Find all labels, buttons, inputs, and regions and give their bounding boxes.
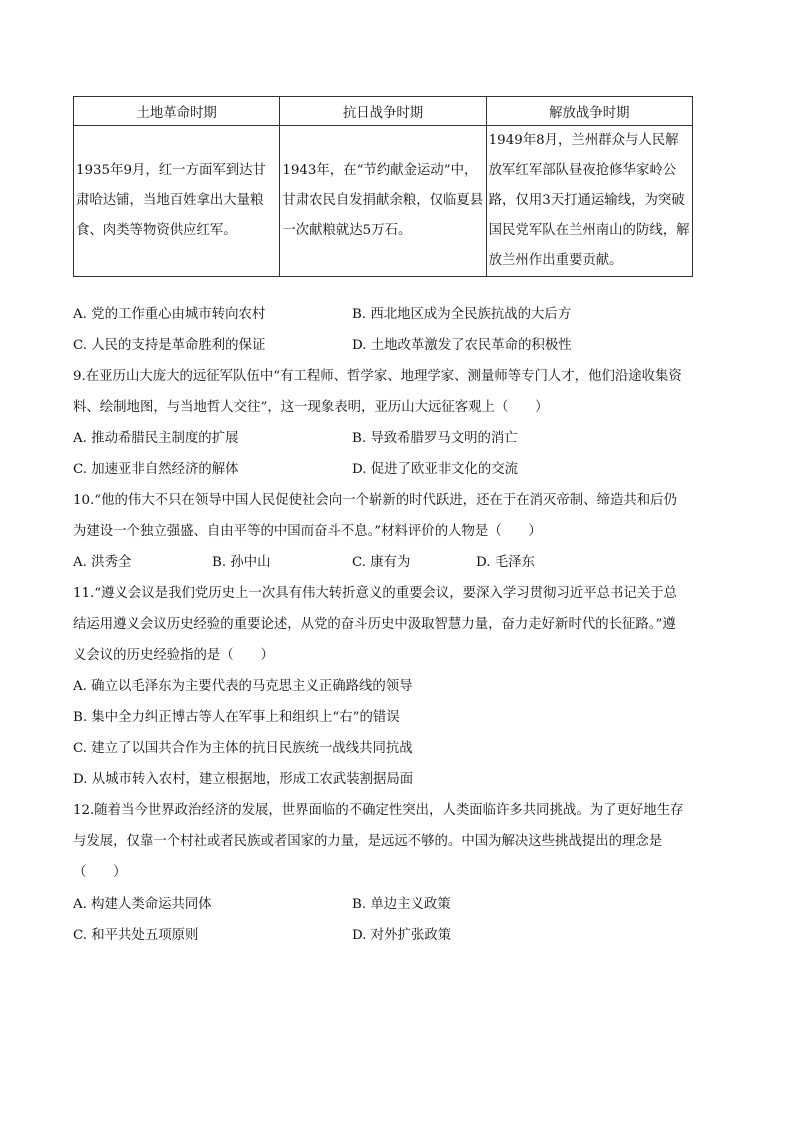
q9-stem-line-1: 9.在亚历山大庞大的远征军队伍中“有工程师、哲学家、地理学家、测量师等专门人才，他们沿途收集资 [73, 369, 682, 384]
q10-option-b[interactable]: B. 孙中山 [212, 555, 271, 570]
q11-option-b[interactable]: B. 集中全力纠正博古等人在军事上和组织上“右”的错误 [73, 710, 400, 725]
q10-option-d[interactable]: D. 毛泽东 [476, 555, 535, 570]
q11-stem-line-2: 结运用遵义会议历史经验的重要论述，从党的奋斗历史中汲取智慧力量，奋力走好新时代的长征路。”遵 [73, 617, 676, 632]
q11-stem-line-3: 义会议的历史经验指的是（ ） [73, 648, 274, 663]
history-period-table [73, 96, 693, 277]
q8-option-a[interactable]: A. 党的工作重心由城市转向农村 [73, 307, 266, 322]
table-header-land-revolution: 土地革命时期 [74, 97, 280, 126]
q8-option-c[interactable]: C. 人民的支持是革命胜利的保证 [73, 338, 266, 353]
q10-option-c[interactable]: C. 康有为 [352, 555, 411, 570]
table-cell-land-revolution: 1935年9月，红一方面军到达甘肃哈达铺，当地百姓拿出大量粮食、肉类等物资供应红军。 [74, 126, 280, 277]
q11-option-c[interactable]: C. 建立了以国共合作为主体的抗日民族统一战线共同抗战 [73, 741, 413, 756]
table-header-row [74, 97, 693, 126]
q12-stem-line-1: 12.随着当今世界政治经济的发展，世界面临的不确定性突出，人类面临许多共同挑战。为了更好地生存 [73, 803, 684, 818]
q10-stem-line-1: 10.“他的伟大不只在领导中国人民促使社会向一个崭新的时代跃进，还在于在消灭帝制、缔造共和后仍 [73, 493, 677, 508]
q10-option-a[interactable]: A. 洪秀全 [73, 555, 132, 570]
q10-stem-line-2: 为建设一个独立强盛、自由平等的中国而奋斗不息。”材料评价的人物是（ ） [73, 524, 542, 539]
table-row [74, 126, 693, 277]
table-header-liberation-war: 解放战争时期 [486, 97, 692, 126]
q12-option-b[interactable]: B. 单边主义政策 [352, 897, 451, 912]
q11-option-a[interactable]: A. 确立以毛泽东为主要代表的马克思主义正确路线的领导 [73, 679, 413, 694]
q12-stem-line-2: 与发展，仅靠一个村社或者民族或者国家的力量，是远远不够的。中国为解决这些挑战提出的理念是 [73, 834, 663, 849]
q9-option-b[interactable]: B. 导致希腊罗马文明的消亡 [352, 431, 518, 446]
q9-option-c[interactable]: C. 加速亚非自然经济的解体 [73, 462, 239, 477]
q12-stem-line-3: （ ） [73, 865, 127, 880]
q12-option-d[interactable]: D. 对外扩张政策 [352, 928, 452, 943]
table-cell-liberation-war: 1949年8月，兰州群众与人民解放军红军部队昼夜抢修华家岭公路，仅用3天打通运输线，为突破国民党军队在兰州南山的防线，解放兰州作出重要贡献。 [486, 126, 692, 277]
q12-option-c[interactable]: C. 和平共处五项原则 [73, 928, 199, 943]
table-header-anti-japanese-war: 抗日战争时期 [280, 97, 486, 126]
q9-option-d[interactable]: D. 促进了欧亚非文化的交流 [352, 462, 519, 477]
q8-option-b[interactable]: B. 西北地区成为全民族抗战的大后方 [352, 307, 572, 322]
q11-option-d[interactable]: D. 从城市转入农村，建立根据地，形成工农武装割据局面 [73, 772, 414, 787]
q8-option-d[interactable]: D. 土地改革激发了农民革命的积极性 [352, 338, 572, 353]
q9-stem-line-2: 料、绘制地图，与当地哲人交往”，这一现象表明，亚历山大远征客观上（ ） [73, 400, 549, 415]
table-cell-anti-japanese-war: 1943年，在“节约献金运动”中，甘肃农民自发捐献余粮，仅临夏县一次献粮就达5万石。 [280, 126, 486, 277]
q11-stem-line-1: 11.“遵义会议是我们党历史上一次具有伟大转折意义的重要会议，要深入学习贯彻习近平总书记关于总 [73, 586, 677, 601]
q9-option-a[interactable]: A. 推动希腊民主制度的扩展 [73, 431, 239, 446]
q12-option-a[interactable]: A. 构建人类命运共同体 [73, 897, 212, 912]
